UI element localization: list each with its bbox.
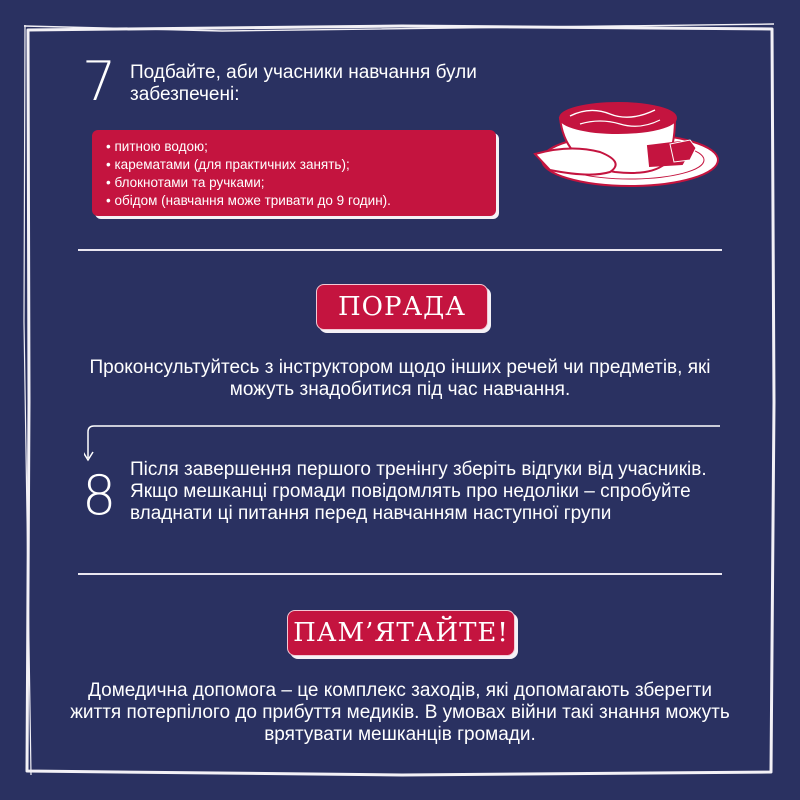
soup-bowl-illustration <box>530 92 725 197</box>
step7-text: Подбайте, аби учасники навчання були забезпечені: <box>130 62 477 105</box>
list-item: • карематами (для практичних занять); <box>106 156 496 174</box>
supplies-list-box <box>92 130 496 216</box>
list-item: • питною водою; <box>106 138 496 156</box>
flow-arrow-icon <box>84 424 724 464</box>
section-divider <box>78 249 722 251</box>
remember-badge: ПАМ’ЯТАЙТЕ! <box>287 610 515 656</box>
step-number-8: 8 <box>82 464 117 527</box>
tip-badge: ПОРАДА <box>316 284 488 330</box>
step-number-7: 7 <box>82 50 117 113</box>
list-item: • блокнотами та ручками; <box>106 174 496 192</box>
section-divider <box>78 573 722 575</box>
supplies-list <box>92 130 496 210</box>
list-item: • обідом (навчання може тривати до 9 годин). <box>106 192 496 210</box>
remember-text: Домедична допомога – це комплекс заходів, які допомагають зберегти життя потерпілого до прибуття медиків. В умовах війни такі знання можуть врятувати мешканців громади. <box>70 680 730 745</box>
step8-text: Після завершення першого тренінгу зберіть відгуки від учасників. Якщо мешканці громади повідомлять про недоліки – спробуйте владнати ці питання перед навчанням наступної групи <box>130 459 707 524</box>
tip-text: Проконсультуйтесь з інструктором щодо інших речей чи предметів, які можуть знадобитися під час навчання. <box>89 357 711 400</box>
